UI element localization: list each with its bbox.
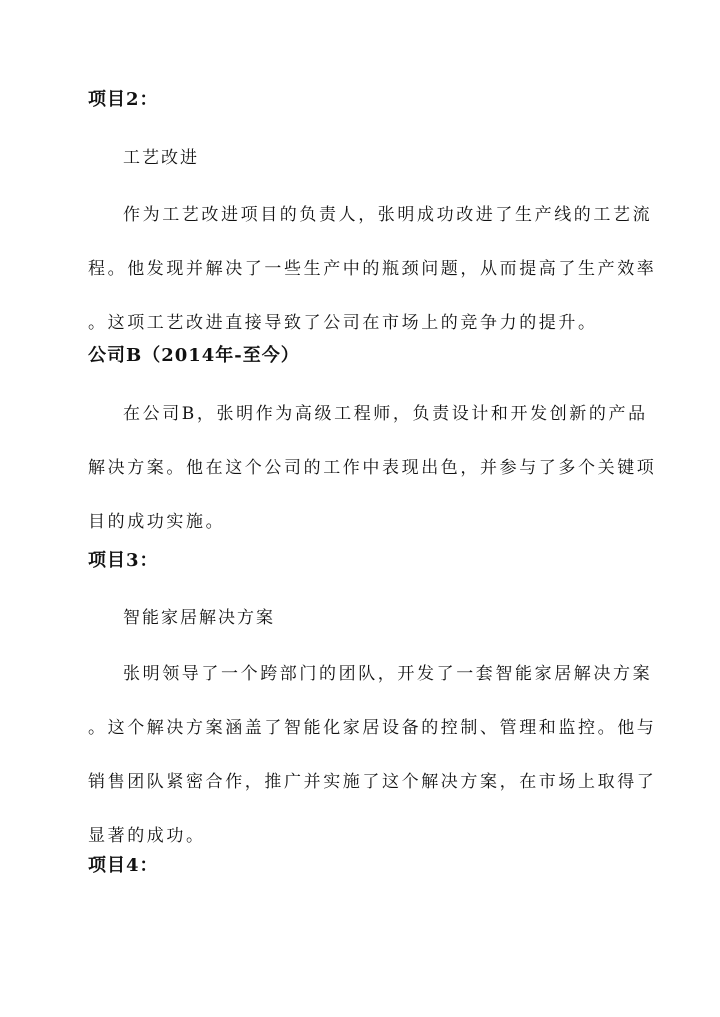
paragraph-line: 显著的成功。	[88, 826, 206, 846]
paragraph-line: 。这个解决方案涵盖了智能化家居设备的控制、管理和监控。他与	[88, 718, 657, 738]
section-heading-project-3: 项目3：	[88, 550, 159, 571]
section-subtitle-process-improvement: 工艺改进	[123, 148, 199, 168]
paragraph-line: 目的成功实施。	[88, 512, 226, 532]
paragraph-line: 销售团队紧密合作，推广并实施了这个解决方案，在市场上取得了	[88, 772, 657, 792]
section-heading-project-2: 项目2：	[88, 89, 159, 110]
paragraph-line: 张明领导了一个跨部门的团队，开发了一套智能家居解决方案	[123, 664, 653, 684]
paragraph-smart-home	[88, 662, 657, 878]
paragraph-line: 程。他发现并解决了一些生产中的瓶颈问题，从而提高了生产效率	[88, 259, 657, 279]
paragraph-line: 。这项工艺改进直接导致了公司在市场上的竞争力的提升。	[88, 313, 598, 333]
paragraph-line: 解决方案。他在这个公司的工作中表现出色，并参与了多个关键项	[88, 458, 657, 478]
section-heading-company-b: 公司B（2014年-至今）	[88, 345, 300, 366]
paragraph-process-improvement	[88, 203, 657, 365]
paragraph-company-b	[88, 402, 657, 564]
paragraph-line: 作为工艺改进项目的负责人，张明成功改进了生产线的工艺流	[123, 205, 653, 225]
section-heading-project-4: 项目4：	[88, 855, 159, 876]
section-subtitle-smart-home: 智能家居解决方案	[123, 608, 275, 628]
paragraph-line: 在公司B，张明作为高级工程师，负责设计和开发创新的产品	[123, 404, 648, 424]
